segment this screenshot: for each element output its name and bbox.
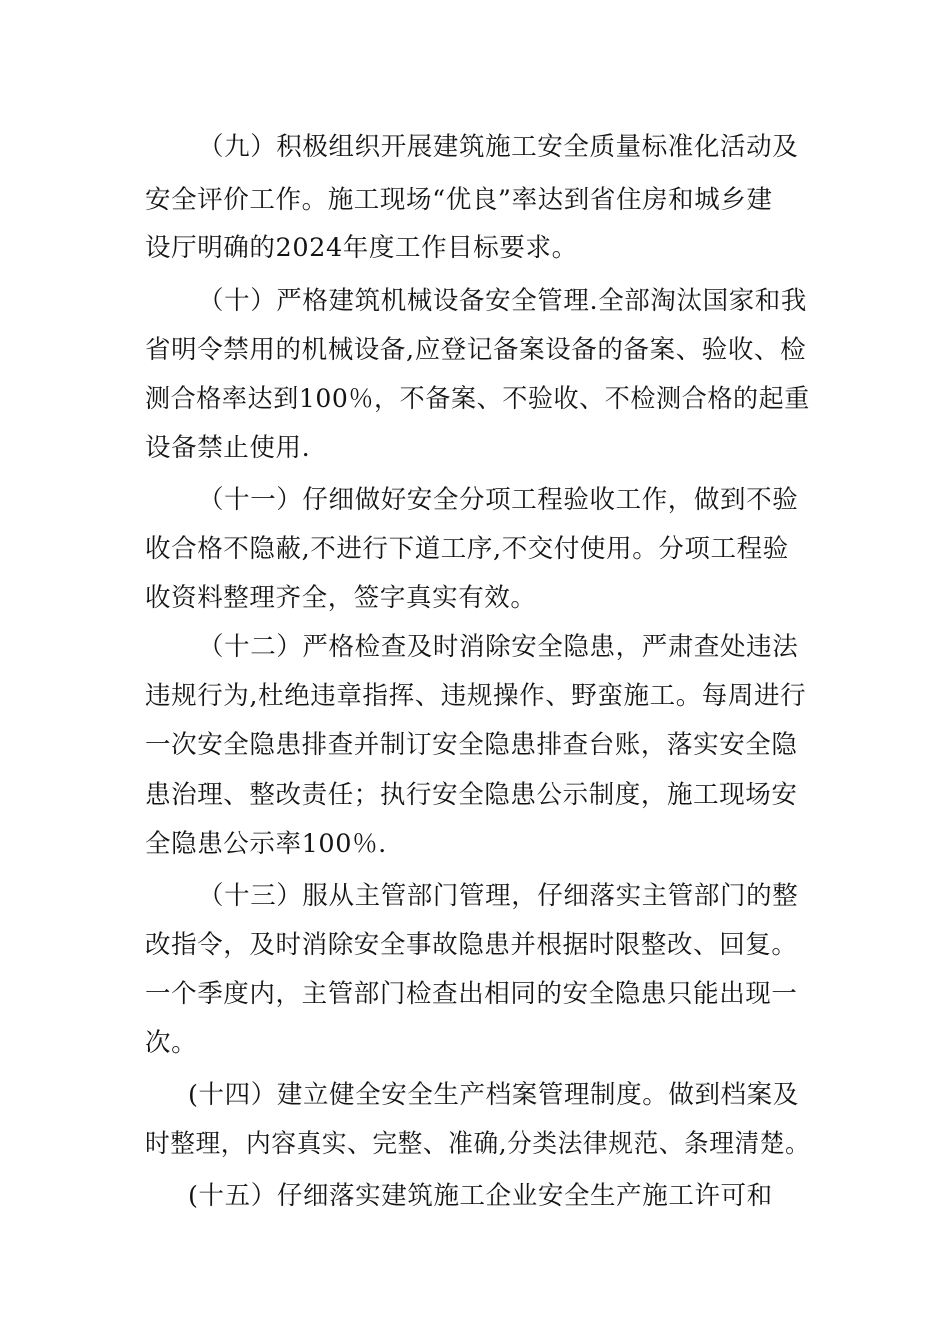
text-line: 省明令禁用的机械设备,应登记备案设备的备案、验收、检 <box>145 335 807 365</box>
text-line: （十）严格建筑机械设备安全管理.全部淘汰国家和我 <box>198 286 808 316</box>
text-line: 改指令，及时消除安全事故隐患并根据时限整改、回复。 <box>145 930 798 960</box>
text-line: （十三）服从主管部门管理，仔细落实主管部门的整 <box>198 881 799 911</box>
text-line: 一次安全隐患排查并制订安全隐患排查台账，落实安全隐 <box>145 730 798 760</box>
text-line: 收资料整理齐全，签字真实有效。 <box>145 583 537 613</box>
text-line: (十四）建立健全安全生产档案管理制度。做到档案及 <box>188 1080 799 1110</box>
text-line: 安全评价工作。施工现场“优良”率达到省住房和城乡建 <box>145 185 773 215</box>
text-line: 次。 <box>145 1028 198 1058</box>
text-line: （十二）严格检查及时消除安全隐患，严肃查处违法 <box>198 632 799 662</box>
text-line: （十一）仔细做好安全分项工程验收工作，做到不验 <box>198 485 799 515</box>
text-line: 患治理、整改责任；执行安全隐患公示制度，施工现场安 <box>145 780 798 810</box>
text-line: 设备禁止使用. <box>145 433 311 463</box>
text-line: 测合格率达到100％，不备案、不验收、不检测合格的起重 <box>145 384 810 414</box>
text-line: （九）积极组织开展建筑施工安全质量标准化活动及 <box>198 132 799 162</box>
text-line: (十五）仔细落实建筑施工企业安全生产施工许可和 <box>188 1181 773 1211</box>
text-line: 时整理，内容真实、完整、准确,分类法律规范、条理清楚。 <box>145 1129 811 1159</box>
text-line: 设厅明确的2024年度工作目标要求。 <box>145 233 578 263</box>
text-line: 一个季度内，主管部门检查出相同的安全隐患只能出现一 <box>145 979 798 1009</box>
text-line: 违规行为,杜绝违章指挥、违规操作、野蛮施工。每周进行 <box>145 681 807 711</box>
text-line: 全隐患公示率100％. <box>145 829 387 859</box>
text-line: 收合格不隐蔽,不进行下道工序,不交付使用。分项工程验 <box>145 534 789 564</box>
